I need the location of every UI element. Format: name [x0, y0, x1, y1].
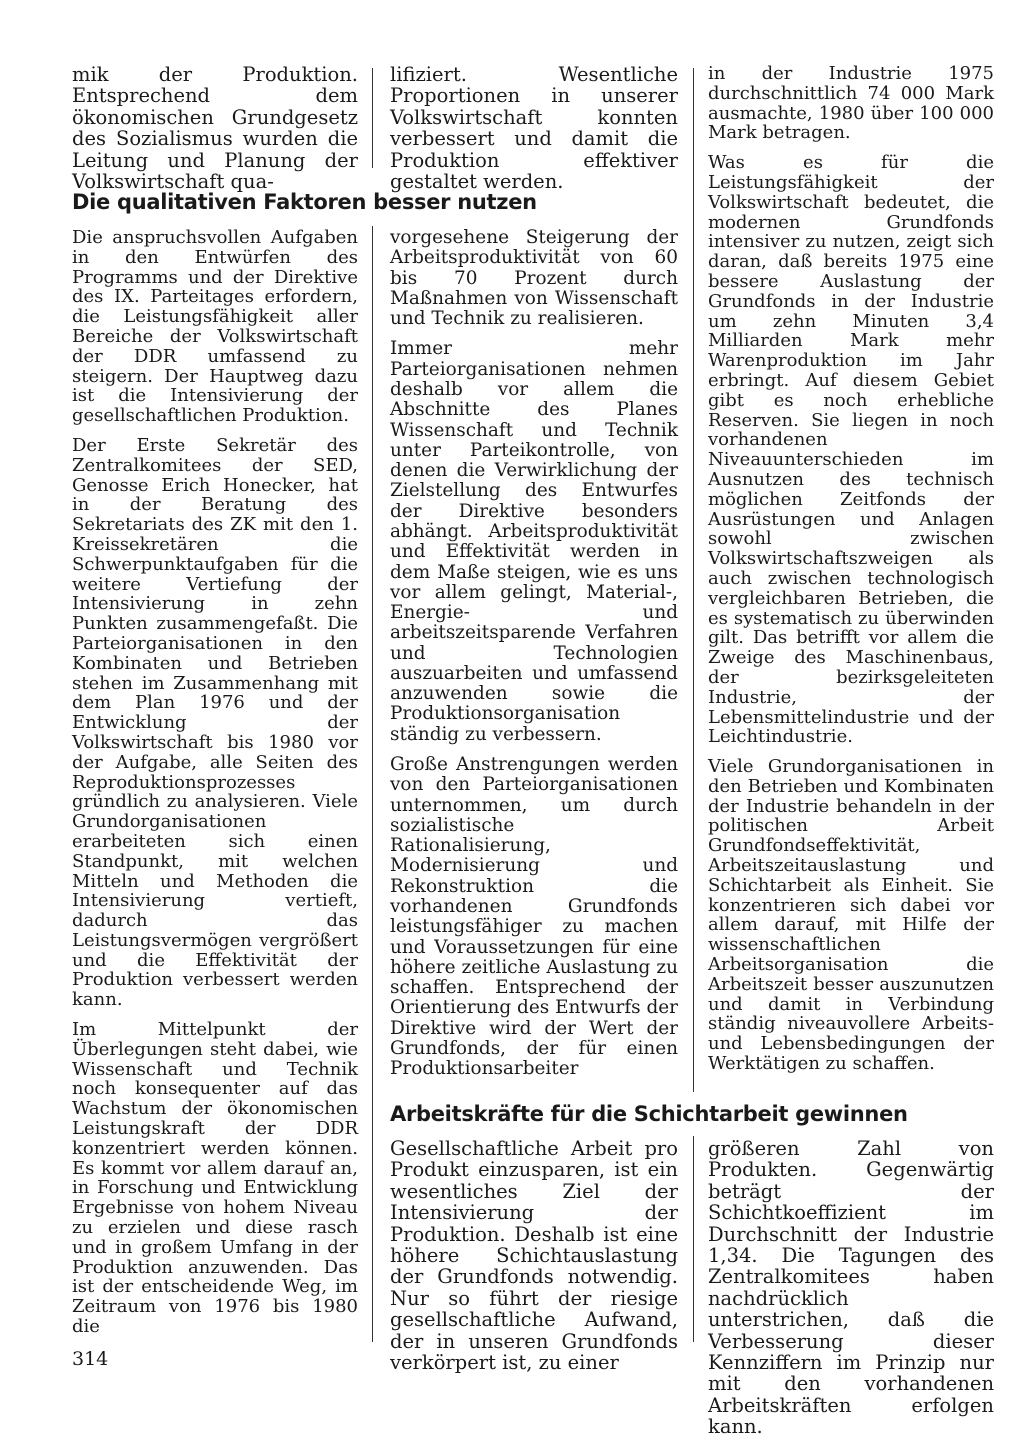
paragraph: Der Erste Sekretär des Zentralkomitees der SED, Genosse Erich Honecker, hat in der Beratung des Sekretariats des ZK mit den 1. Kreissekretären die Schwerpunktaufgaben für die weitere Vertiefung der Intensivierung in zehn Punkten zusammengefaßt. Die Parteiorganisationen in den Kombinaten und Betrieben stehen im Zusammenhang mit dem Plan 1976 und der Entwicklung der Volkswirtschaft bis 1980 vor der Aufgabe, alle Seiten des Reproduktionsprozesses gründlich zu analysieren. Viele Grundorganisationen erarbeiteten sich einen Standpunkt, mit welchen Mitteln und Methoden die Intensivierung vertieft, dadurch das Leistungsvermögen vergrößert und die Effektivität der Produktion verbessert werden kann. — [72, 434, 358, 1011]
top-col2-text — [390, 64, 678, 202]
bottom-col2-text — [390, 1138, 678, 1383]
column-rule — [372, 226, 373, 1342]
section-heading: Die qualitativen Faktoren besser nutzen — [72, 190, 537, 214]
column-rule — [693, 1136, 694, 1342]
column-rule — [693, 68, 694, 1092]
column-1 — [72, 228, 358, 1347]
paragraph: Im Mittelpunkt der Überlegungen steht dabei, wie Wissenschaft und Technik noch konsequenter auf das Wachstum der ökonomischen Leistungskraft der DDR konzentriert werden können. Es kommt vor allem darauf an, in Forschung und Entwicklung Ergebnisse von hohem Niveau zu erzielen und diese rasch und in großem Umfang in der Produktion anzuwenden. Das ist der entscheidende Weg, im Zeitraum von 1976 bis 1980 die — [72, 1019, 358, 1338]
paragraph: Gesellschaftliche Arbeit pro Produkt einzusparen, ist ein wesentliches Ziel der Intensivierung der Produktion. Deshalb ist eine höhere Schichtauslastung der Grundfonds notwendig. Nur so führt der riesige gesellschaftliche Aufwand, der in unseren Grundfonds verkörpert ist, zu einer — [390, 1137, 678, 1375]
page-number: 314 — [72, 1348, 109, 1370]
paragraph: Große Anstrengungen werden von den Parteiorganisationen unternommen, um durch sozialistische Rationalisierung, Modernisierung und Rekonstruktion die vorhandenen Grundfonds leistungsfähiger zu machen und Voraussetzungen für eine höhere zeitliche Auslastung zu schaffen. Entsprechend der Orientierung des Entwurfs der Direktive wird der Wert der Grundfonds, der für einen Produktionsarbeiter — [390, 754, 678, 1080]
paragraph: in der Industrie 1975 durchschnittlich 74 000 Mark ausmachte, 1980 über 100 000 Mark betragen. — [708, 63, 994, 144]
paragraph: lifiziert. Wesentliche Proportionen in unserer Volkswirtschaft konnten verbessert und damit die Produktion effektiver gestaltet werden. — [390, 63, 678, 194]
paragraph: Viele Grundorganisationen in den Betrieben und Kombinaten der Industrie behandeln in der politischen Arbeit Grundfondseffektivität, Arbeitszeitauslastung und Schichtarbeit als Einheit. Sie konzentrieren sich dabei vor allem darauf, mit Hilfe der wissenschaftlichen Arbeitsorganisation die Arbeitszeit besser auszunutzen und damit in Verbindung ständig niveauvollere Arbeits- und Lebensbedingungen der Werktätigen zu schaffen. — [708, 756, 994, 1075]
paragraph: mik der Produktion. Entsprechend dem ökonomischen Grundgesetz des Sozialismus wurden die Leitung und Planung der Volkswirtschaft qua- — [72, 63, 358, 194]
paragraph: vorgesehene Steigerung der Arbeitsproduktivität von 60 bis 70 Prozent durch Maßnahmen von Wissenschaft und Technik zu realisieren. — [390, 227, 678, 330]
paragraph: Die anspruchsvollen Aufgaben in den Entwürfen des Programms und der Direktive des IX. Parteitages erfordern, die Leistungsfähigkeit aller Bereiche der Volkswirtschaft der DDR umfassend zu steigern. Der Hauptweg dazu ist die Intensivierung der gesellschaftlichen Produktion. — [72, 227, 358, 427]
paragraph: größeren Zahl von Produkten. Gegenwärtig beträgt der Schichtkoeffizient im Durchschnitt der Industrie 1,34. Die Tagungen des Zentralkomitees haben nachdrücklich unterstrichen, daß die Verbesserung dieser Kennziffern im Prinzip nur mit den vorhandenen Arbeitskräften erfolgen kann. — [708, 1137, 994, 1439]
paragraph: Was es für die Leistungsfähigkeit der Volkswirtschaft bedeutet, die modernen Grundfonds intensiver zu nutzen, zeigt sich daran, daß bereits 1975 eine bessere Auslastung der Grundfonds in der Industrie um zehn Minuten 3,4 Milliarden Mark mehr Warenproduktion im Jahr erbringt. Auf diesem Gebiet gibt es noch erhebliche Reserven. Sie liegen in noch vorhandenen Niveauunterschieden im Ausnutzen des technisch möglichen Zeitfonds der Ausrüstungen und Anlagen sowohl zwischen Volkswirtschaftszweigen als auch zwischen technologisch vergleichbaren Betrieben, die es systematisch zu überwinden gilt. Das betrifft vor allem die Zweige des Maschinenbaus, der bezirksgeleiteten Industrie, der Lebensmittelindustrie und der Leichtindustrie. — [708, 152, 994, 748]
paragraph: Immer mehr Parteiorganisationen nehmen deshalb vor allem die Abschnitte des Planes Wissenschaft und Technik unter Parteikontrolle, von denen die Verwirklichung der Zielstellung des Entwurfes der Direktive besonders abhängt. Arbeitsproduktivität und Effektivität werden in dem Maße steigen, wie es uns vor allem gelingt, Material-, Energie- und arbeitszeitsparende Verfahren und Technologien auszuarbeiten und umfassend anzuwenden sowie die Produktionsorganisation ständig zu verbessern. — [390, 338, 678, 745]
top-col1-text — [72, 64, 358, 202]
bottom-col3-text — [708, 1138, 994, 1448]
column-3 — [708, 64, 994, 1084]
section-heading: Arbeitskräfte für die Schichtarbeit gewinnen — [390, 1102, 908, 1126]
column-2 — [390, 228, 678, 1090]
column-rule — [372, 68, 373, 168]
